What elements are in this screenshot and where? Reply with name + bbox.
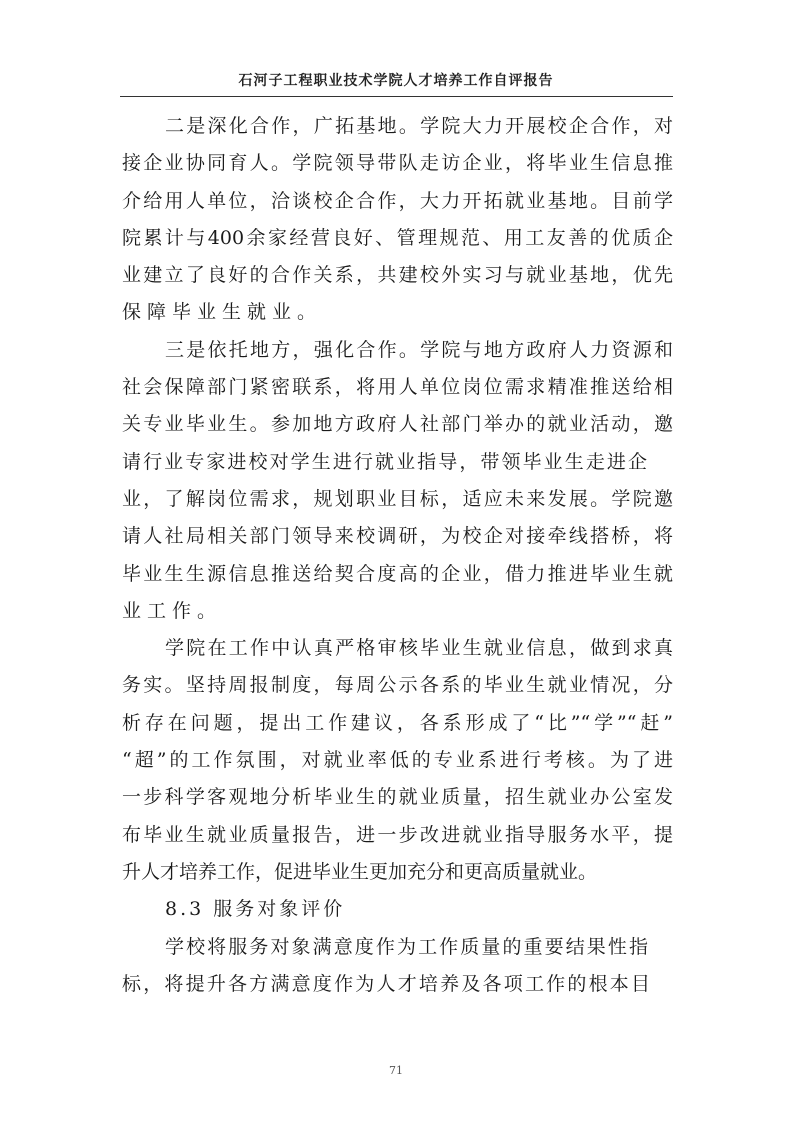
paragraph-line: 业建立了良好的合作关系，共建校外实习与就业基地，优先 bbox=[122, 264, 673, 287]
paragraph-line: 关专业毕业生。参加地方政府人社部门举办的就业活动，邀 bbox=[122, 413, 673, 436]
paragraph-line: 学校将服务对象满意度作为工作质量的重要结果性指 bbox=[165, 935, 648, 958]
paragraph-line: 请行业专家进校对学生进行就业指导，带领毕业生走进企 bbox=[122, 450, 647, 473]
body-text bbox=[122, 108, 673, 1003]
paragraph-line: 标，将提升各方满意度作为人才培养及各项工作的根本目 bbox=[122, 972, 650, 995]
header-rule bbox=[120, 96, 673, 97]
paragraph-line: 布毕业生就业质量报告，进一步改进就业指导服务水平，提 bbox=[122, 823, 673, 846]
paragraph-line: 一步科学客观地分析毕业生的就业质量，招生就业办公室发 bbox=[122, 786, 673, 809]
paragraph-line: 保障毕业生就业。 bbox=[122, 301, 323, 324]
page-number: 71 bbox=[389, 1064, 403, 1077]
paragraph-line: 务实。坚持周报制度，每周公示各系的毕业生就业情况，分 bbox=[122, 674, 673, 697]
paragraph-line: 接企业协同育人。学院领导带队走访企业，将毕业生信息推 bbox=[122, 152, 673, 175]
paragraph-line: 院累计与400余家经营良好、管理规范、用工友善的优质企 bbox=[122, 226, 673, 249]
paragraph-line: 二是深化合作，广拓基地。学院大力开展校企合作，对 bbox=[165, 115, 673, 137]
paragraph-line: 学院在工作中认真严格审核毕业生就业信息，做到求真 bbox=[165, 637, 673, 660]
paragraph-line: 社会保障部门紧密联系，将用人单位岗位需求精准推送给相 bbox=[122, 376, 673, 399]
paragraph-line: 业工作。 bbox=[122, 599, 223, 622]
paragraph-line: 请人社局相关部门领导来校调研，为校企对接牵线搭桥，将 bbox=[122, 525, 673, 548]
paragraph-line: 业，了解岗位需求，规划职业目标，适应未来发展。学院邀 bbox=[122, 487, 673, 510]
paragraph-line: “超”的工作氛围，对就业率低的专业系进行考核。为了进 bbox=[122, 749, 673, 772]
paragraph-line: 析存在问题，提出工作建议，各系形成了“比”“学”“赶” bbox=[122, 711, 673, 734]
paragraph-line: 毕业生生源信息推送给契合度高的企业，借力推进毕业生就 bbox=[122, 562, 673, 585]
paragraph-line: 介给用人单位，洽谈校企合作，大力开拓就业基地。目前学 bbox=[122, 189, 673, 212]
section-heading: 8.3 服务对象评价 bbox=[165, 898, 346, 921]
paragraph-line: 升人才培养工作，促进毕业生更加充分和更高质量就业。 bbox=[122, 860, 598, 883]
paragraph-line: 三是依托地方，强化合作。学院与地方政府人力资源和 bbox=[165, 338, 673, 361]
page-header-title: 石河子工程职业技术学院人才培养工作自评报告 bbox=[238, 73, 554, 89]
